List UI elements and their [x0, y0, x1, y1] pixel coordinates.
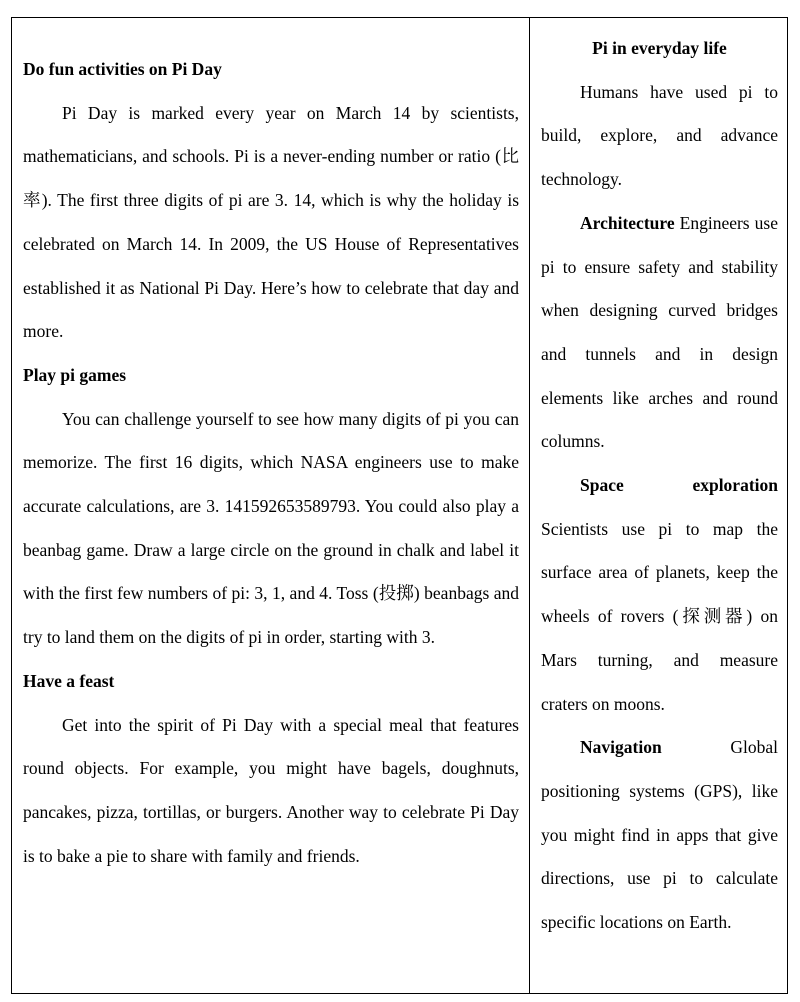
navigation-label: Navigation — [580, 737, 662, 758]
paragraph-games: You can challenge yourself to see how many digits of pi you can memorize. The first 16 digits, which NASA engineers use to make accurate calculations, are 3. 141592653589793. You could also play a beanbag game. Draw a large circle on the ground in chalk and label it with the first few numbers of pi: 3, 1, and 4. Toss (投掷) beanbags and try to land them on the digits of pi in order, starting with 3. — [23, 408, 519, 648]
paragraph-everyday-intro: Humans have used pi to build, explore, and advance technology. — [541, 81, 778, 190]
paragraph-space — [541, 464, 778, 726]
architecture-label: Architecture — [580, 212, 675, 233]
column-divider — [529, 17, 530, 994]
paragraph-pi-day: Pi Day is marked every year on March 14 by scientists, mathematicians, and schools. Pi is a never-ending number or ratio (比率). The first three digits of pi are 3. 14, which is why the holiday is celebrated on March 14. In 2009, the US House of Representatives established it as National Pi Day. Here’s how to celebrate that day and more. — [23, 102, 519, 342]
right-column — [541, 27, 778, 945]
paragraph-navigation — [541, 726, 778, 945]
section-heading-games: Play pi games — [23, 364, 127, 385]
space-label: Space exploration — [580, 475, 778, 496]
paragraph-feast: Get into the spirit of Pi Day with a special meal that features round objects. For example, you might have bagels, doughnuts, pancakes, pizza, tortillas, or burgers. Another way to celebrate Pi Day is to bake a pie to share with family and friends. — [23, 714, 519, 866]
section-heading-feast: Have a feast — [23, 670, 115, 691]
space-text: Scientists use pi to map the surface area of planets, keep the wheels of rovers (探测器) on Mars turning, and measure craters on moons. — [541, 518, 778, 714]
architecture-text: Engineers use pi to ensure safety and stability when designing curved bridges and tunnels and in design elements like arches and round columns. — [541, 212, 778, 452]
paragraph-architecture — [541, 202, 778, 464]
left-column — [23, 48, 519, 878]
navigation-text: Global positioning systems (GPS), like you might find in apps that give directions, use pi to calculate specific locations on Earth. — [541, 737, 778, 933]
section-heading-pi-day: Do fun activities on Pi Day — [23, 59, 222, 79]
sidebar-heading: Pi in everyday life — [592, 38, 727, 58]
